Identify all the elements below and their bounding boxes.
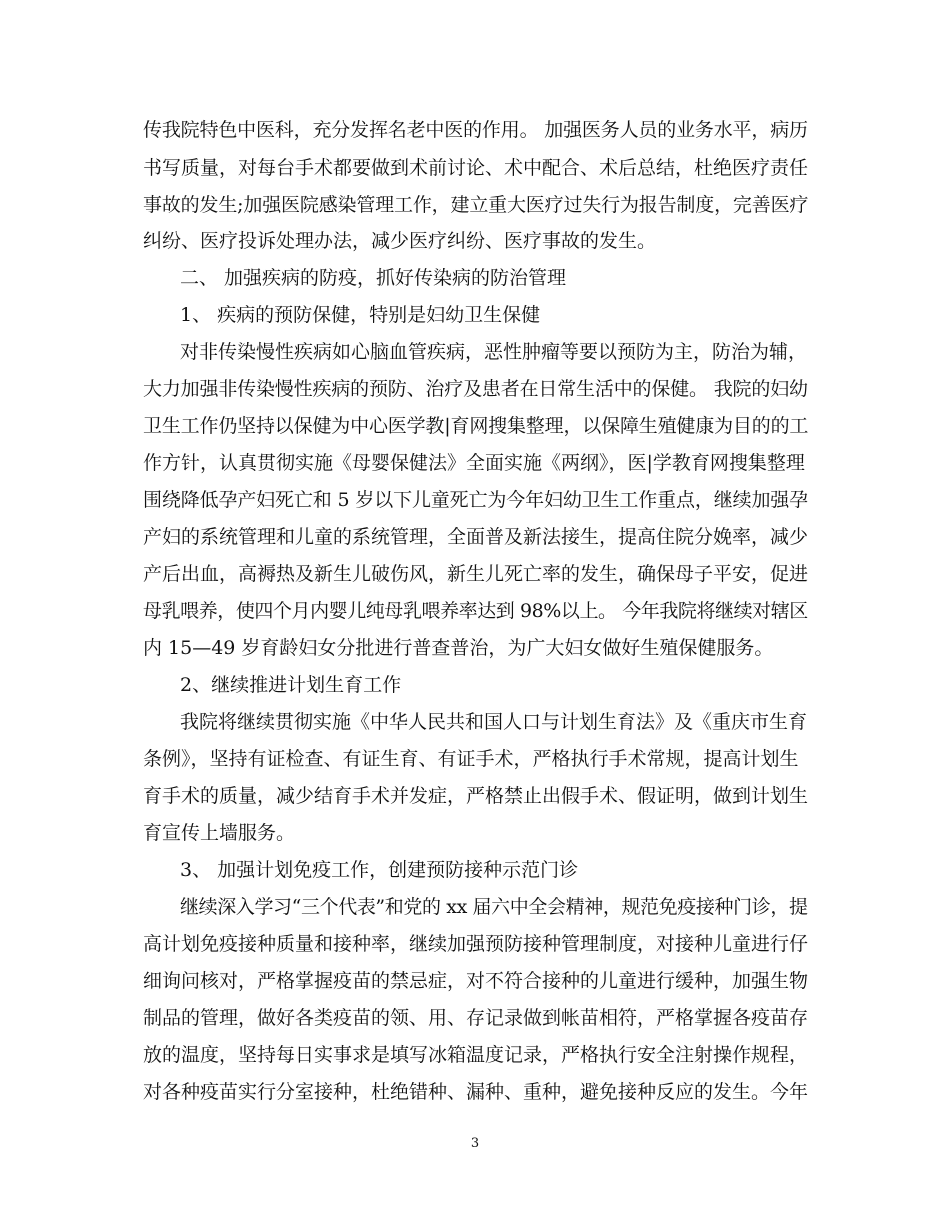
paragraph-line: 细询问核对，严格掌握疫苗的禁忌症，对不符合接种的儿童进行缓种，加强生物 [143, 970, 809, 992]
paragraph-line: 围绕降低孕产妇死亡和 5 岁以下儿童死亡为今年妇幼卫生工作重点，继续加强孕 [143, 489, 809, 511]
page-number: 3 [470, 1136, 480, 1151]
paragraph-line: 纠纷、医疗投诉处理办法，减少医疗纠纷、医疗事故的发生。 [143, 230, 657, 252]
paragraph-line: 大力加强非传染慢性疾病的预防、治疗及患者在日常生活中的保健。 我院的妇幼 [143, 378, 808, 400]
paragraph-line: 我院将继续贯彻实施《中华人民共和国人口与计划生育法》及《重庆市生育 [180, 711, 808, 733]
paragraph-line: 继续深入学习“三个代表”和党的 xx 届六中全会精神，规范免疫接种门诊，提 [180, 896, 808, 918]
paragraph-line: 育手术的质量，减少结育手术并发症，严格禁止出假手术、假证明，做到计划生 [143, 785, 809, 807]
subsection-heading: 1、 疾病的预防保健，特别是妇幼卫生保健 [180, 304, 541, 326]
paragraph-line: 作方针，认真贯彻实施《母婴保健法》全面实施《两纲》，医|学教育网搜集整理 [143, 452, 805, 474]
subsection-heading: 2、继续推进计划生育工作 [180, 674, 402, 696]
paragraph-line: 产妇的系统管理和儿童的系统管理，全面普及新法接生，提高住院分娩率，减少 [143, 526, 809, 548]
subsection-heading: 3、 加强计划免疫工作，创建预防接种示范门诊 [180, 859, 579, 881]
paragraph-line: 母乳喂养，使四个月内婴儿纯母乳喂养率达到 98%以上。 今年我院将继续对辖区 [143, 600, 808, 622]
paragraph-line: 育宣传上墙服务。 [143, 822, 296, 844]
paragraph-line: 放的温度，坚持每日实事求是填写冰箱温度记录，严格执行安全注射操作规程， [143, 1044, 809, 1066]
paragraph-line: 传我院特色中医科，充分发挥名老中医的作用。 加强医务人员的业务水平，病历 [143, 119, 808, 141]
paragraph-line: 卫生工作仍坚持以保健为中心医学教|育网搜集整理，以保障生殖健康为目的的工 [143, 415, 809, 437]
paragraph-line: 事故的发生;加强医院感染管理工作，建立重大医疗过失行为报告制度，完善医疗 [143, 194, 809, 216]
paragraph-line: 对各种疫苗实行分室接种，杜绝错种、漏种、重种，避免接种反应的发生。今年 [143, 1081, 809, 1103]
paragraph-line: 高计划免疫接种质量和接种率，继续加强预防接种管理制度，对接种儿童进行仔 [143, 933, 809, 955]
paragraph-line: 书写质量，对每台手术都要做到术前讨论、术中配合、术后总结，杜绝医疗责任 [143, 157, 809, 179]
paragraph-line: 内 15—49 岁育龄妇女分批进行普查普治，为广大妇女做好生殖保健服务。 [143, 637, 774, 659]
section-heading: 二、 加强疾病的防疫，抓好传染病的防治管理 [180, 267, 567, 289]
paragraph-line: 条例》，坚持有证检查、有证生育、有证手术，严格执行手术常规，提高计划生 [143, 748, 799, 770]
paragraph-line: 对非传染慢性疾病如心脑血管疾病，恶性肿瘤等要以预防为主，防治为辅， [180, 341, 808, 363]
paragraph-line: 产后出血，高褥热及新生儿破伤风，新生儿死亡率的发生，确保母子平安，促进 [143, 563, 809, 585]
paragraph-line: 制品的管理，做好各类疫苗的领、用、存记录做到帐苗相符，严格掌握各疫苗存 [143, 1007, 809, 1029]
